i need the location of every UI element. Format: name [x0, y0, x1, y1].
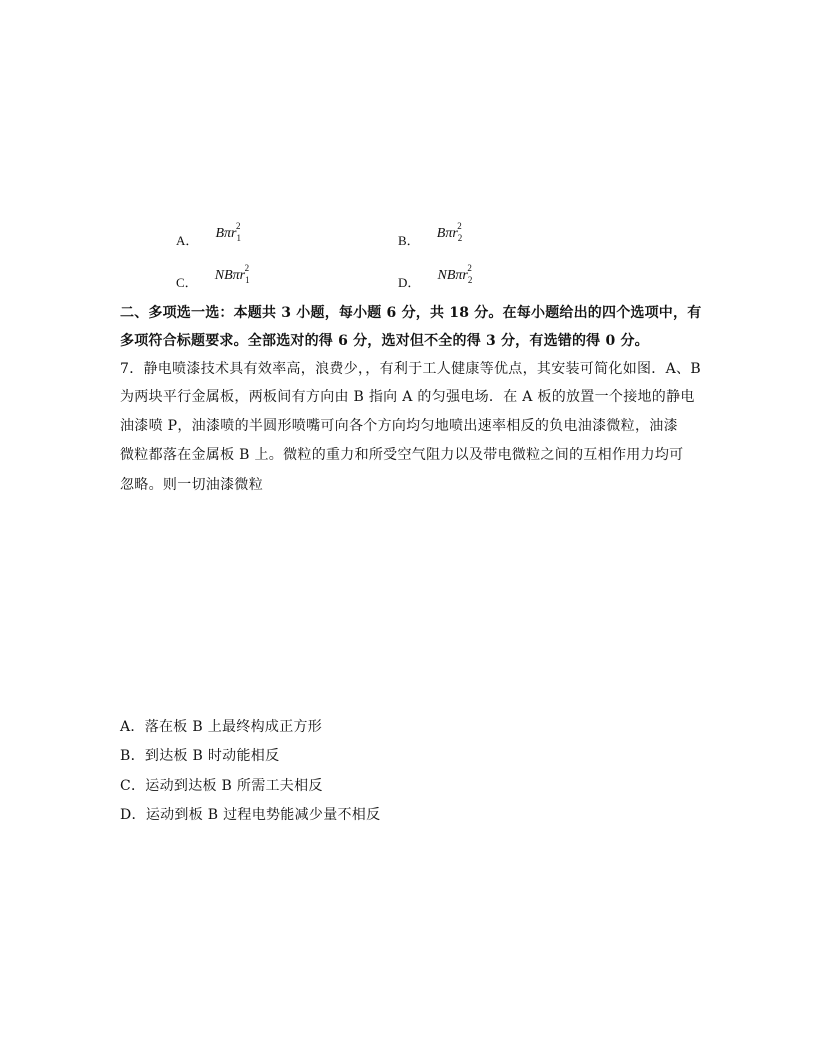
q7-option-b: B．到达板 B 时动能相反	[120, 748, 280, 764]
q7-option-d: D．运动到板 B 过程电势能减少量不相反	[120, 807, 381, 823]
option-d	[398, 263, 473, 293]
option-c-letter: C．	[176, 275, 198, 290]
option-a-formula: Bπr$_1^2$	[215, 221, 241, 243]
option-c	[176, 263, 250, 293]
option-c-formula: NBπr$_1^2$	[214, 263, 250, 285]
option-b	[398, 221, 463, 251]
option-a	[176, 221, 241, 251]
q7-line-5: 忽略。则一切油漆微粒	[120, 477, 263, 493]
option-b-formula: Bπr$_2^2$	[436, 221, 463, 243]
q7-option-c: C．运动到达板 B 所需工夫相反	[120, 778, 323, 794]
option-d-formula: NBπr$_2^2$	[437, 263, 473, 285]
section-heading-line-2: 多项符合标题要求。全部选对的得 6 分，选对但不全的得 3 分，有选错的得 0 分。	[120, 333, 649, 349]
option-d-letter: D．	[398, 275, 421, 290]
q7-line-3: 油漆喷 P，油漆喷的半圆形喷嘴可向各个方向均匀地喷出速率相反的负电油漆微粒，油漆	[120, 418, 678, 434]
q7-line-4: 微粒都落在金属板 B 上。微粒的重力和所受空气阻力以及带电微粒之间的互相作用力均可	[120, 447, 684, 463]
q7-option-a: A．落在板 B 上最终构成正方形	[120, 719, 323, 735]
section-heading-line-1: 二、多项选一选：本题共 3 小题，每小题 6 分，共 18 分。在每小题给出的四个选项中，有	[120, 305, 702, 321]
q7-line-2: 为两块平行金属板，两板间有方向由 B 指向 A 的匀强电场．在 A 板的放置一个接地的静电	[120, 389, 695, 405]
option-b-letter: B．	[398, 233, 420, 248]
option-a-letter: A．	[176, 233, 199, 248]
q7-line-1: 7．静电喷漆技术具有效率高，浪费少，，有利于工人健康等优点，其安装可简化如图．A、B	[120, 361, 701, 377]
